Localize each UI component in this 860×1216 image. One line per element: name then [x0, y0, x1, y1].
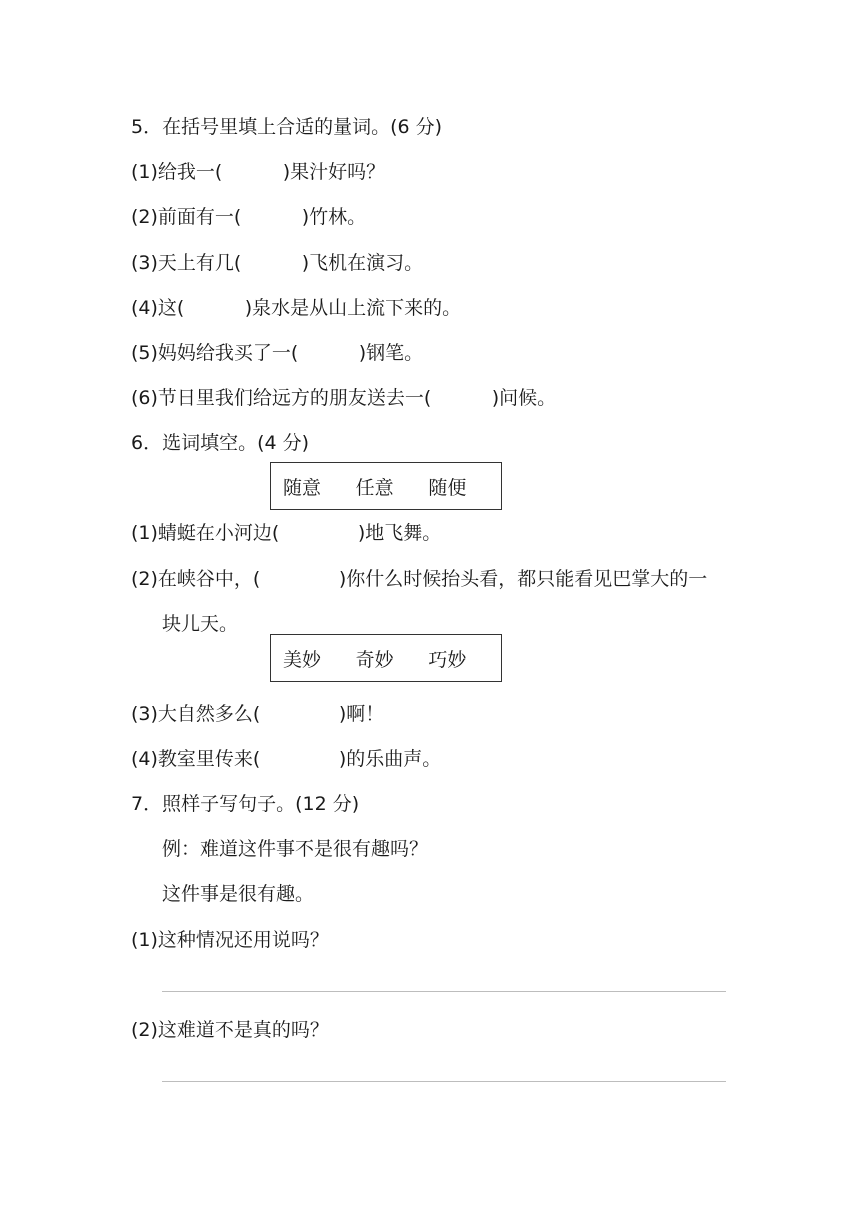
answer-line-2[interactable] [162, 1081, 726, 1082]
q5-item-3: (3)天上有几( )飞机在演习。 [131, 252, 424, 274]
q5-item-4: (4)这( )泉水是从山上流下来的。 [131, 297, 462, 319]
q6-item-2: (2)在峡谷中，( )你什么时候抬头看，都只能看见巴掌大的一 [131, 568, 708, 590]
word-option: 美妙 [283, 648, 322, 671]
word-option: 随便 [428, 476, 467, 499]
q5-item-1: (1)给我一( )果汁好吗？ [131, 161, 386, 183]
q6-item-1: (1)蜻蜓在小河边( )地飞舞。 [131, 522, 442, 544]
q7-item-2: (2)这难道不是真的吗？ [131, 1019, 329, 1041]
word-choice-box-1 [270, 462, 502, 510]
q5-title: 5．在括号里填上合适的量词。(6 分) [131, 116, 443, 138]
answer-line-1[interactable] [162, 991, 726, 992]
word-choice-box-2 [270, 634, 502, 682]
q7-example: 例：难道这件事不是很有趣吗？ [162, 838, 429, 860]
q5-item-5: (5)妈妈给我买了一( )钢笔。 [131, 342, 424, 364]
q6-item-2-continuation: 块儿天。 [162, 613, 239, 635]
q6-item-3: (3)大自然多么( )啊！ [131, 703, 385, 725]
q5-item-2: (2)前面有一( )竹林。 [131, 206, 367, 228]
word-option: 奇妙 [355, 648, 394, 671]
word-option: 巧妙 [428, 648, 467, 671]
q7-example-answer: 这件事是很有趣。 [162, 883, 315, 905]
word-option: 随意 [283, 476, 322, 499]
q7-item-1: (1)这种情况还用说吗？ [131, 929, 329, 951]
q5-item-6: (6)节日里我们给远方的朋友送去一( )问候。 [131, 387, 557, 409]
q7-title: 7．照样子写句子。(12 分) [131, 793, 360, 815]
word-option: 任意 [355, 476, 394, 499]
q6-title: 6．选词填空。(4 分) [131, 432, 310, 454]
q6-item-4: (4)教室里传来( )的乐曲声。 [131, 748, 442, 770]
